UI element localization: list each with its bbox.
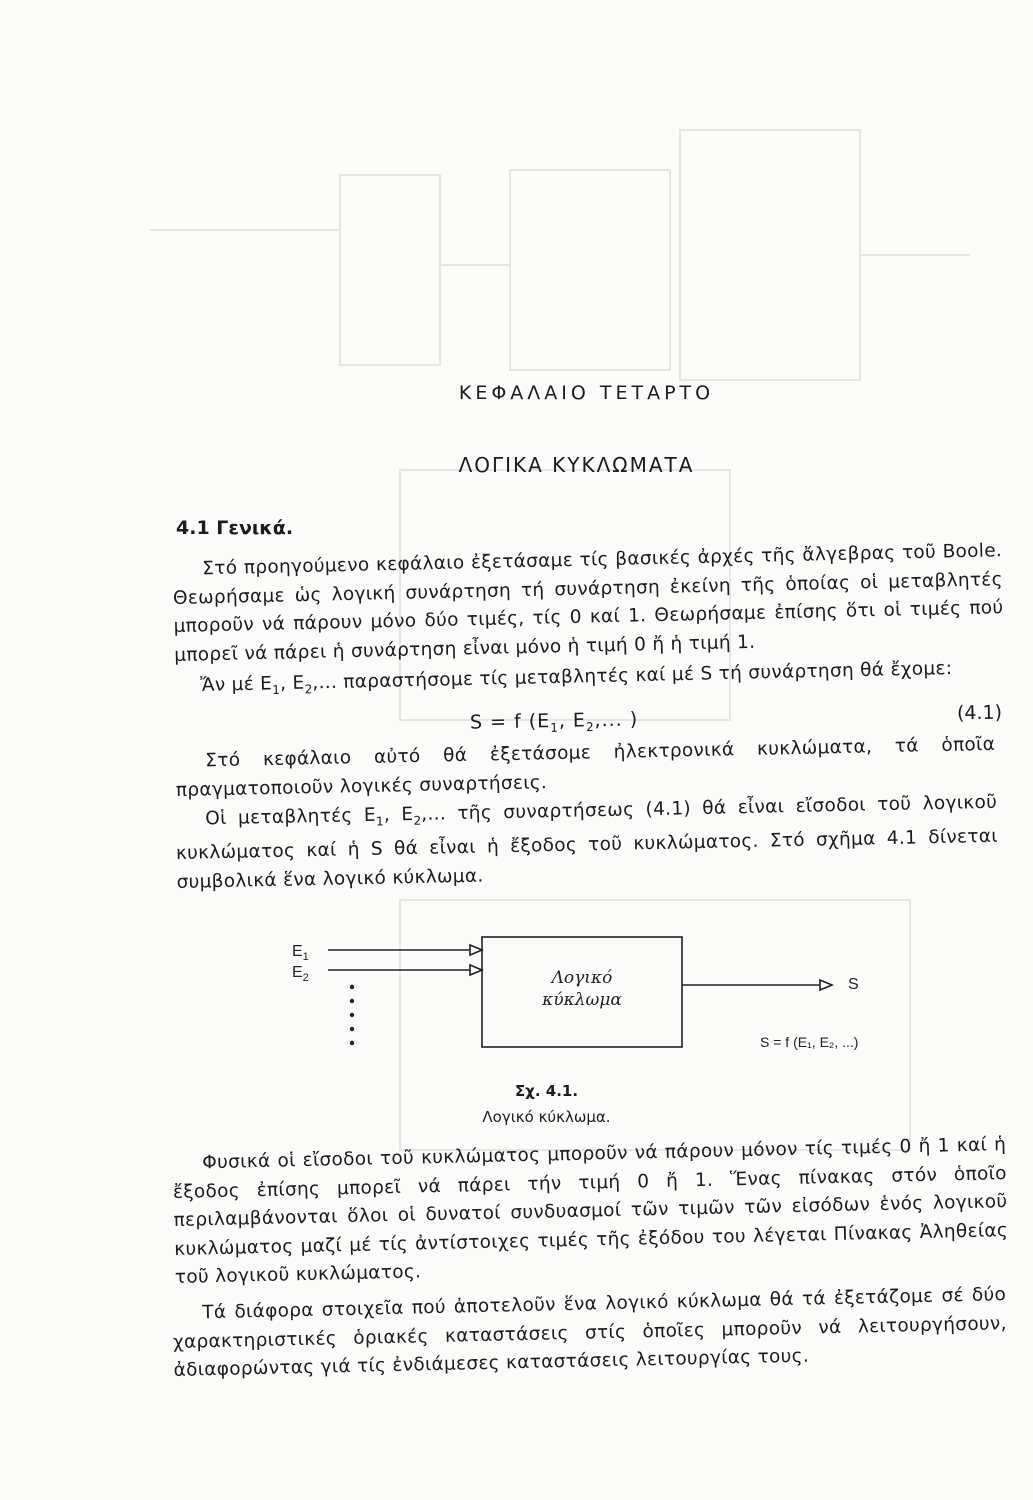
p2-sub-1: 1	[272, 682, 281, 698]
output-formula: S = f (E₁, E₂, ...)	[760, 1034, 859, 1050]
logic-circuit-figure	[270, 925, 910, 1065]
input2-sub: 2	[302, 972, 309, 984]
p4-sub-2: 2	[413, 813, 422, 828]
svg-text:E1	[292, 943, 309, 963]
equation-4-1	[470, 708, 639, 736]
box-label-line1: Λογικό	[551, 968, 613, 988]
p2-text-c: ,... παραστήσομε τίς μεταβλητές καί μέ S τή συνάρτηση θά ἔχομε:	[312, 657, 953, 694]
input1-sub: 1	[302, 951, 309, 963]
equation-sub-1: 1	[550, 720, 560, 735]
section-heading: 4.1 Γενικά.	[176, 517, 294, 539]
box-label-line2: κύκλωμα	[542, 990, 622, 1010]
figure-label: Σχ. 4.1.	[514, 1082, 579, 1100]
p4-text-c: ,... τῆς συναρτήσεως (4.1) θά εἶναι εἴσοδοι τοῦ λογικοῦ κυκλώματος καί ἡ S θά εἶναι ἡ ἔξοδος τοῦ κυκλώματος. Στό σχῆμα 4.1 δίνεται συμβολικά ἕνα λογικό κύκλωμα.	[175, 791, 999, 893]
p4-sub-1: 1	[375, 814, 385, 829]
input1-arrow	[470, 945, 482, 955]
paragraph-truth-table: Φυσικά οἱ εἴσοδοι τοῦ κυκλώματος μποροῦν νά πάρουν μόνον τίς τιμές 0 ἤ 1 καί ἡ ἔξοδος ἐπίσης μπορεῖ νά πάρει τήν τιμή 0 ἤ 1. Ἕνας πίνακας στόν ὁποῖο περιλαμβάνονται ὅλοι οἱ δυνατοί συνδυασμοί τῶν τιμῶν τῶν εἰσόδων ἑνός λογικοῦ κυκλώματος μαζί μέ τίς ἀντίστοιχες τιμές τῆς ἐξόδου του λέγεται Πίνακας Ἀληθείας τοῦ λογικοῦ κυκλώματος.	[172, 1134, 1009, 1288]
equation-lhs: S = f (E	[469, 710, 551, 734]
output-arrow	[820, 980, 832, 990]
paragraph-circuits: Στό κεφάλαιο αὐτό θά ἐξετάσομε ἠλεκτρονικά κυκλώματα, τά ὁποῖα πραγματοποιοῦν λογικές συναρτήσεις.	[175, 733, 996, 801]
equation-rhs: ,... )	[594, 708, 639, 732]
input1-label: E	[292, 943, 303, 960]
paragraph-states: Τά διάφορα στοιχεῖα πού ἀποτελοῦν ἕνα λογικό κύκλωμα θά τά ἐξετάζομε σέ δύο χαρακτηριστικές ὁριακές καταστάσεις στίς ὁποῖες μποροῦν νά λειτουργήσουν, ἀδιαφορώντας γιά τίς ἐνδιάμεσες καταστάσεις λειτουργίας τους.	[172, 1284, 1007, 1381]
input2-label: E	[292, 964, 303, 981]
p2-sub-2: 2	[304, 682, 313, 697]
figure-caption: Λογικό κύκλωμα.	[482, 1108, 611, 1126]
p4-text-a: Οἱ μεταβλητές E	[205, 804, 377, 830]
paragraph-inputs-outputs	[175, 789, 999, 897]
p4-text-b: , E	[383, 804, 414, 826]
equation-sub-2: 2	[585, 720, 595, 735]
p2-text-b: , E	[279, 672, 305, 695]
p2-text-a: Ἄν μέ E	[200, 673, 273, 696]
chapter-heading: ΚΕΦΑΛΑΙΟ ΤΕΤΑΡΤΟ	[458, 382, 715, 404]
equation-number: (4.1)	[956, 701, 1003, 725]
chapter-title: ΛΟΓΙΚΑ ΚΥΚΛΩΜΑΤΑ	[458, 453, 695, 477]
input-ellipsis-dots	[350, 985, 354, 1045]
paragraph-intro: Στό προηγούμενο κεφάλαιο ἐξετάσαμε τίς βασικές ἀρχές τῆς ἄλγεβρας τοῦ Boole. Θεωρήσαμε ὡς λογική συνάρτηση τή συνάρτηση ἐκείνη τῆς ὁποίας οἱ μεταβλητές μποροῦν νά πάρουν μόνο δύο τιμές, τίς 0 καί 1. Θεωρήσαμε ἐπίσης ὅτι οἱ τιμές πού μπορεῖ νά πάρει ἡ συνάρτηση εἶναι μόνο ἡ τιμή 0 ἤ ἡ τιμή 1.	[172, 540, 1004, 666]
svg-text:E2	[292, 964, 309, 984]
input2-arrow	[470, 965, 482, 975]
output-label: S	[848, 976, 859, 993]
equation-mid: , E	[558, 709, 587, 732]
